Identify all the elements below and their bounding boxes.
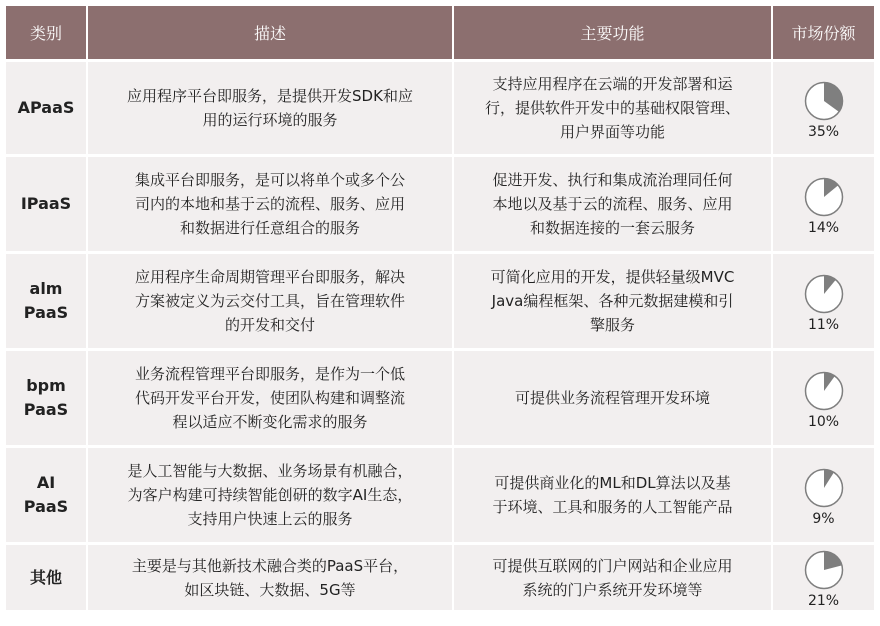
features-cell <box>453 544 772 611</box>
market-share-label: 21% <box>807 593 840 609</box>
features-cell <box>453 350 772 447</box>
category-cell-line: alm <box>29 279 63 298</box>
description-cell <box>87 544 453 611</box>
category-cell-line: 其他 <box>29 567 62 587</box>
table-row <box>6 156 874 253</box>
features-cell-line: 和数据连接的一套云服务 <box>529 219 695 237</box>
table-row <box>6 350 874 447</box>
description-cell <box>87 61 453 156</box>
description-cell-line: 为客户构建可持续智能创研的数字AI生态， <box>127 486 413 504</box>
market-share-cell <box>772 447 874 544</box>
paas-category-table <box>6 6 874 610</box>
category-cell-line: PaaS <box>23 497 69 516</box>
features-cell-line: 可提供互联网的门户网站和企业应用 <box>492 556 733 575</box>
category-cell <box>6 61 87 156</box>
market-share-cell <box>772 544 874 611</box>
features-cell <box>453 253 772 350</box>
category-cell <box>6 544 87 611</box>
category-cell-line: PaaS <box>23 303 69 322</box>
category-cell <box>6 447 87 544</box>
category-cell-line: IPaaS <box>20 194 72 213</box>
features-cell-line: 本地以及基于云的流程、服务、应用 <box>492 195 733 213</box>
features-cell-line: 可提供商业化的ML和DL算法以及基 <box>494 474 731 492</box>
header-features: 主要功能 <box>453 6 772 61</box>
features-cell-line: 可简化应用的开发，提供轻量级MVC <box>490 268 735 286</box>
description-cell <box>87 253 453 350</box>
features-cell-line: 用户界面等功能 <box>559 123 665 141</box>
market-share-label: 9% <box>812 510 835 527</box>
features-cell-line: 促进开发、执行和集成流治理同任何 <box>492 171 733 189</box>
table-row <box>6 447 874 544</box>
features-cell-line: 可提供业务流程管理开发环境 <box>514 389 710 407</box>
features-cell-line: 系统的门户系统开发环境等 <box>522 580 703 599</box>
header-market-share: 市场份额 <box>772 6 874 61</box>
description-cell-line: 和数据进行任意组合的服务 <box>179 219 360 237</box>
category-cell-line: APaaS <box>17 98 75 117</box>
description-cell-line: 是人工智能与大数据、业务场景有机融合， <box>127 462 413 480</box>
description-cell <box>87 447 453 544</box>
market-share-cell <box>772 350 874 447</box>
table-row <box>6 544 874 611</box>
header-description: 描述 <box>87 6 453 61</box>
description-cell-line: 支持用户快速上云的服务 <box>187 510 353 528</box>
description-cell-line: 的开发和交付 <box>224 316 315 334</box>
market-share-label: 35% <box>807 123 840 140</box>
market-share-pie <box>803 273 845 315</box>
features-cell-line: 行，提供软件开发中的基础权限管理、 <box>484 99 740 117</box>
market-share-pie <box>803 176 845 218</box>
market-share-label: 14% <box>807 219 840 236</box>
market-share-label: 11% <box>807 316 840 333</box>
table-body <box>6 61 874 611</box>
category-cell-line: bpm <box>26 376 66 395</box>
description-cell-line: 应用程序生命周期管理平台即服务，解决 <box>134 268 405 286</box>
description-cell-line: 主要是与其他新技术融合类的PaaS平台， <box>131 556 409 575</box>
features-cell-line: Java编程框架、各种元数据建模和引 <box>491 292 734 310</box>
market-share-pie <box>803 370 845 412</box>
category-cell-line: PaaS <box>23 400 69 419</box>
features-cell <box>453 447 772 544</box>
features-cell-line: 擎服务 <box>589 316 635 334</box>
market-share-pie <box>803 80 845 122</box>
features-cell-line: 于环境、工具和服务的人工智能产品 <box>492 498 733 516</box>
description-cell <box>87 156 453 253</box>
category-cell-line: AI <box>36 473 56 492</box>
market-share-pie <box>803 549 845 591</box>
table-row <box>6 253 874 350</box>
features-cell-line: 支持应用程序在云端的开发部署和运 <box>492 75 733 93</box>
description-cell-line: 如区块链、大数据、5G等 <box>184 580 356 599</box>
description-cell-line: 程以适应不断变化需求的服务 <box>172 413 368 431</box>
market-share-label: 10% <box>807 413 840 430</box>
description-cell-line: 应用程序平台即服务，是提供开发SDK和应 <box>127 87 413 105</box>
description-cell-line: 用的运行环境的服务 <box>202 111 338 129</box>
category-cell <box>6 253 87 350</box>
description-cell-line: 代码开发平台开发，使团队构建和调整流 <box>134 389 405 407</box>
table-row <box>6 61 874 156</box>
description-cell-line: 司内的本地和基于云的流程、服务、应用 <box>134 195 405 213</box>
market-share-cell <box>772 253 874 350</box>
market-share-cell <box>772 61 874 156</box>
category-cell <box>6 350 87 447</box>
market-share-pie <box>803 467 845 509</box>
features-cell <box>453 61 772 156</box>
description-cell-line: 方案被定义为云交付工具，旨在管理软件 <box>134 292 405 310</box>
description-cell-line: 业务流程管理平台即服务，是作为一个低 <box>134 365 405 383</box>
description-cell <box>87 350 453 447</box>
features-cell <box>453 156 772 253</box>
description-cell-line: 集成平台即服务，是可以将单个或多个公 <box>134 171 405 189</box>
category-cell <box>6 156 87 253</box>
table-header-row <box>6 6 874 61</box>
market-share-cell <box>772 156 874 253</box>
header-category: 类别 <box>6 6 87 61</box>
paas-table-container <box>6 6 874 610</box>
